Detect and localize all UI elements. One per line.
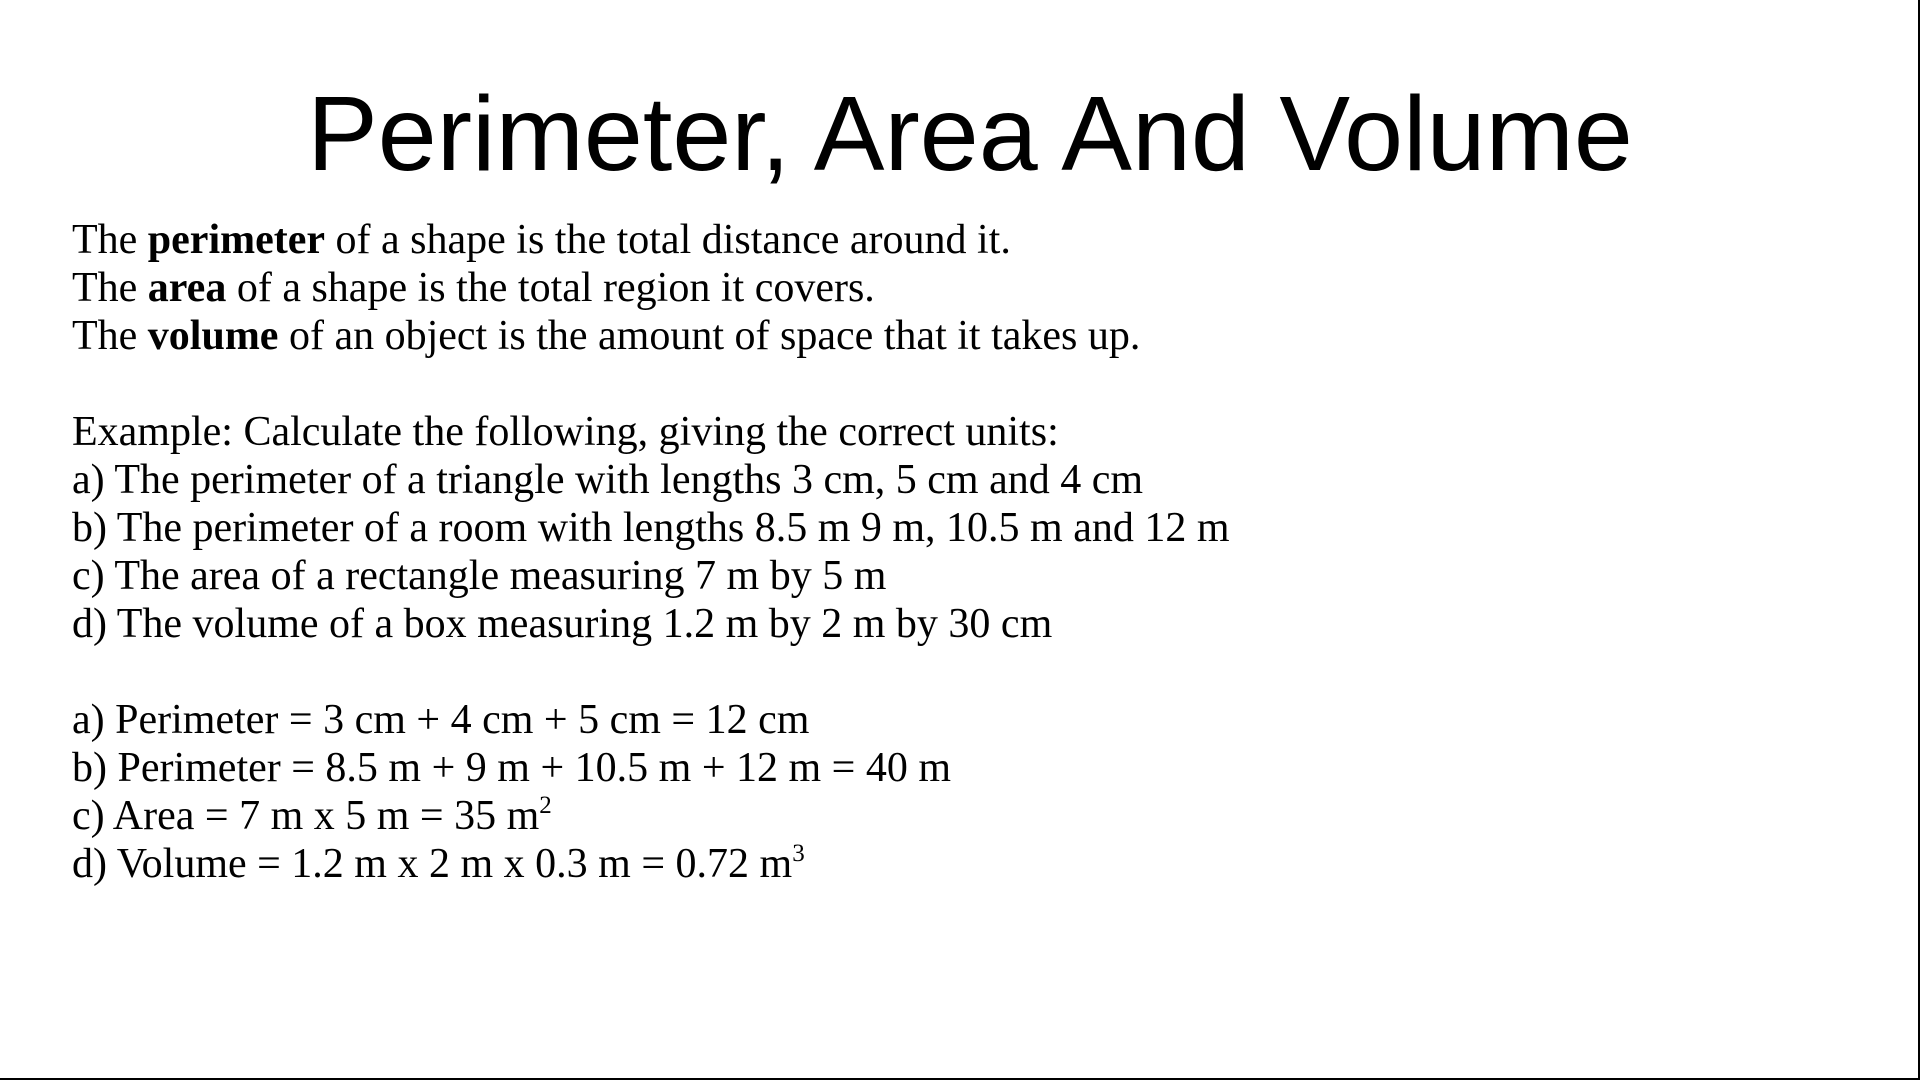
definition-text: of a shape is the total region it covers.	[226, 265, 875, 311]
answer-d	[72, 840, 1872, 888]
slide-body	[72, 216, 1872, 888]
answer-text: b) Perimeter = 8.5 m + 9 m + 10.5 m + 12 m = 40 m	[72, 745, 952, 791]
answer-b	[72, 744, 1872, 792]
definition-perimeter	[72, 216, 1872, 264]
definition-prefix: The	[72, 217, 148, 263]
spacer	[72, 648, 1872, 696]
definition-text: of an object is the amount of space that it takes up.	[278, 313, 1141, 359]
slide-title: Perimeter, Area And Volume	[307, 75, 1633, 193]
answer-text: d) Volume = 1.2 m x 2 m x 0.3 m = 0.72 m	[72, 841, 793, 887]
question-c: c) The area of a rectangle measuring 7 m by 5 m	[72, 553, 887, 599]
definition-prefix: The	[72, 265, 148, 311]
question-b: b) The perimeter of a room with lengths 8.5 m 9 m, 10.5 m and 12 m	[72, 505, 1230, 551]
answer-text: c) Area = 7 m x 5 m = 35 m	[72, 793, 540, 839]
squared-superscript: 2	[539, 792, 552, 819]
definition-area	[72, 264, 1872, 312]
example-intro: Example: Calculate the following, giving the correct units:	[72, 409, 1059, 455]
cubed-superscript: 3	[792, 840, 805, 867]
definition-volume	[72, 312, 1872, 360]
term-area: area	[147, 265, 227, 311]
answer-c	[72, 792, 1872, 840]
definition-prefix: The	[72, 313, 148, 359]
answer-text: a) Perimeter = 3 cm + 4 cm + 5 cm = 12 cm	[72, 697, 810, 743]
answer-a	[72, 696, 1872, 744]
question-d: d) The volume of a box measuring 1.2 m by 2 m by 30 cm	[72, 601, 1053, 647]
term-volume: volume	[147, 313, 279, 359]
term-perimeter: perimeter	[147, 217, 326, 263]
definition-text: of a shape is the total distance around it.	[325, 217, 1011, 263]
question-a: a) The perimeter of a triangle with lengths 3 cm, 5 cm and 4 cm	[72, 457, 1144, 503]
spacer	[72, 360, 1872, 408]
